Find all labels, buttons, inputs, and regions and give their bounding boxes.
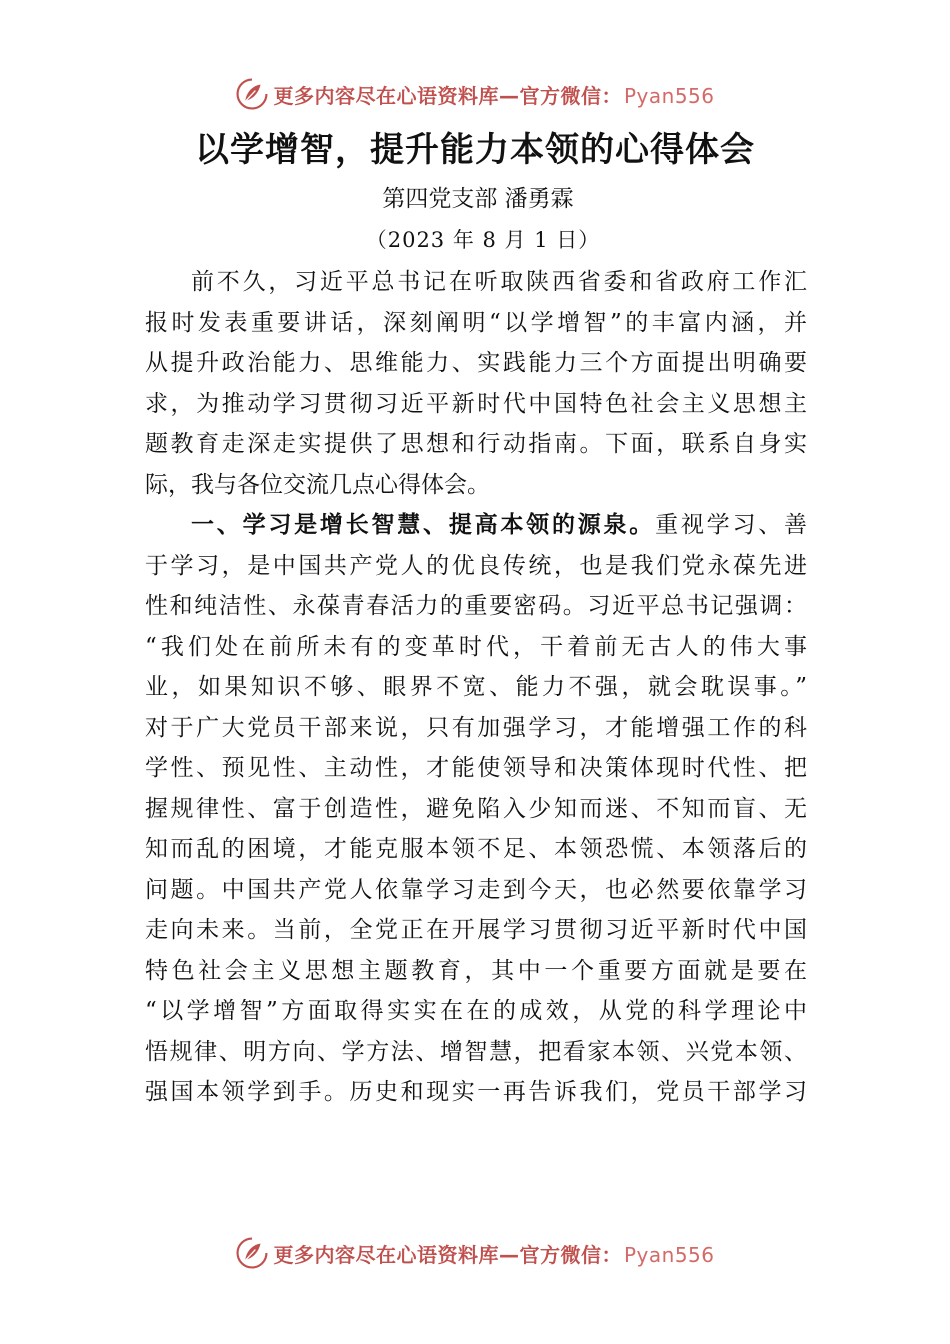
text-line: 特色社会主义思想主题教育，其中一个重要方面就是要在 bbox=[145, 957, 807, 984]
section-heading-rest: 重视学习、善 bbox=[655, 512, 808, 538]
text-line: 报时发表重要讲话，深刻阐明“以学增智”的丰富内涵，并 bbox=[145, 309, 807, 336]
text-line: 业，如果知识不够、眼界不宽、能力不强，就会耽误事。” bbox=[145, 674, 807, 700]
text-line: 于学习，是中国共产党人的优良传统，也是我们党永葆先进 bbox=[145, 552, 807, 579]
section-heading: 一、学习是增长智慧、提高本领的源泉。 bbox=[191, 512, 656, 538]
text-line: 从提升政治能力、思维能力、实践能力三个方面提出明确要 bbox=[145, 350, 807, 376]
text-line bbox=[145, 505, 807, 546]
watermark-header bbox=[0, 74, 950, 114]
leaf-logo-icon bbox=[235, 77, 269, 111]
watermark-text: 更多内容尽在心语资料库—官方微信： Pyan556 bbox=[273, 83, 715, 108]
paragraph-section-one bbox=[145, 505, 807, 1113]
text-line: 悟规律、明方向、学方法、增智慧，把看家本领、兴党本领、 bbox=[145, 1038, 807, 1065]
text-line: 握规律性、富于创造性，避免陷入少知而迷、不知而盲、无 bbox=[145, 795, 807, 822]
watermark-text: 更多内容尽在心语资料库—官方微信： Pyan556 bbox=[273, 1242, 715, 1267]
text-line: 求，为推动学习贯彻习近平新时代中国特色社会主义思想主 bbox=[145, 390, 807, 417]
text-line: 性和纯洁性、永葆青春活力的重要密码。习近平总书记强调： bbox=[145, 593, 807, 619]
watermark-wechat-id: Pyan556 bbox=[623, 83, 715, 108]
text-line: 际，我与各位交流几点心得体会。 bbox=[145, 471, 490, 498]
text-line: 前不久，习近平总书记在听取陕西省委和省政府工作汇 bbox=[191, 269, 807, 295]
text-line: 强国本领学到手。历史和现实一再告诉我们，党员干部学习 bbox=[145, 1079, 807, 1105]
document-title: 以学增智，提升能力本领的心得体会 bbox=[195, 130, 755, 170]
text-line: 学性、预见性、主动性，才能使领导和决策体现时代性、把 bbox=[145, 755, 807, 781]
text-line: 知而乱的困境，才能克服本领不足、本领恐慌、本领落后的 bbox=[145, 836, 807, 862]
document-author: 第四党支部 潘勇霖 bbox=[382, 186, 574, 212]
text-line: “我们处在前所未有的变革时代，干着前无古人的伟大事 bbox=[145, 633, 807, 660]
watermark-wechat-id: Pyan556 bbox=[623, 1242, 715, 1267]
leaf-logo-icon bbox=[235, 1236, 269, 1270]
text-line: “以学增智”方面取得实实在在的成效，从党的科学理论中 bbox=[145, 998, 807, 1024]
text-line: 问题。中国共产党人依靠学习走到今天，也必然要依靠学习 bbox=[145, 876, 807, 903]
text-line: 题教育走深走实提供了思想和行动指南。下面，联系自身实 bbox=[145, 431, 807, 457]
watermark-footer bbox=[0, 1233, 950, 1273]
paragraph-intro bbox=[145, 262, 807, 505]
text-line: 走向未来。当前，全党正在开展学习贯彻习近平新时代中国 bbox=[145, 917, 807, 943]
document-date: （2023 年 8 月 1 日） bbox=[365, 228, 601, 252]
text-line: 对于广大党员干部来说，只有加强学习，才能增强工作的科 bbox=[145, 714, 807, 741]
